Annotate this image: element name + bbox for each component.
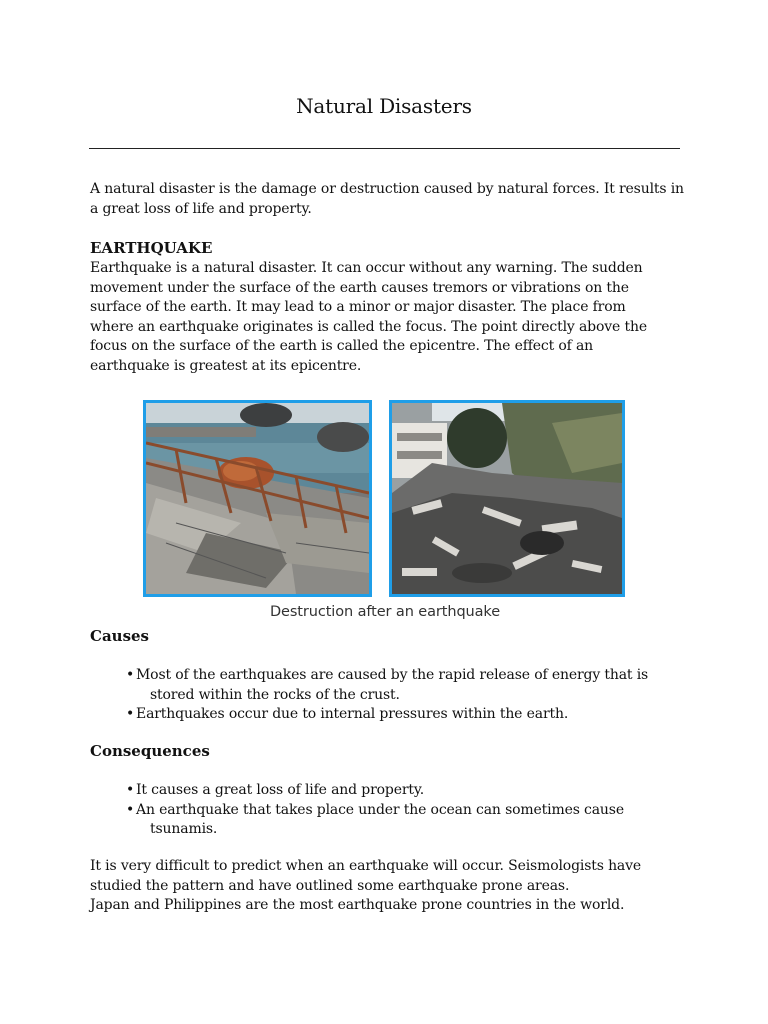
earthquake-heading: EARTHQUAKE: [90, 239, 213, 257]
earthquake-paragraph: Earthquake is a natural disaster. It can occur without any warning. The sudden movement under the surface of the earth causes tremors or vibrations on the surface of the earth. It may lead to a minor or major disaster. The place from where an earthquake originates is called the focus. The point directly above the focus on the surface of the earth is called the epicentre. The effect of an earthquake is greatest at its epicentre.: [90, 260, 647, 374]
list-item-text-continued: tsunamis.: [150, 821, 218, 838]
list-item: [126, 801, 686, 840]
consequences-list: [126, 781, 686, 840]
intro-paragraph: A natural disaster is the damage or destruction caused by natural forces. It results in a great loss of life and property.: [90, 181, 684, 217]
earthquake-figure: [143, 400, 627, 628]
building-rubble-photo: [389, 400, 625, 597]
consequences-heading: Consequences: [90, 742, 210, 760]
bullet-icon: •: [126, 667, 135, 683]
list-item-text-continued: stored within the rocks of the crust.: [150, 686, 400, 703]
page-title: Natural Disasters: [296, 94, 472, 118]
list-item: [126, 666, 686, 705]
closing-line-1: It is very difficult to predict when an earthquake will occur. Seismologists have studied the pattern and have outlined some earthquake prone areas.: [90, 858, 642, 894]
causes-heading: Causes: [90, 627, 149, 645]
bullet-icon: •: [126, 801, 135, 818]
list-item-text: An earthquake that takes place under the ocean can sometimes cause: [136, 801, 624, 818]
title-divider: [89, 148, 680, 149]
bullet-icon: •: [126, 706, 135, 723]
closing-line-2: Japan and Philippines are the most earthquake prone countries in the world.: [90, 897, 625, 914]
collapsed-seawall-photo: [143, 400, 372, 597]
list-item: [126, 781, 686, 801]
list-item: [126, 705, 686, 725]
closing-paragraph: [90, 857, 680, 916]
list-item-text: Most of the earthquakes are caused by the rapid release of energy that is: [136, 667, 649, 683]
list-item-text: It causes a great loss of life and property.: [136, 782, 425, 798]
figure-caption: Destruction after an earthquake: [269, 604, 501, 620]
causes-list: [126, 666, 686, 725]
bullet-icon: •: [126, 782, 135, 798]
list-item-text: Earthquakes occur due to internal pressures within the earth.: [136, 706, 569, 723]
